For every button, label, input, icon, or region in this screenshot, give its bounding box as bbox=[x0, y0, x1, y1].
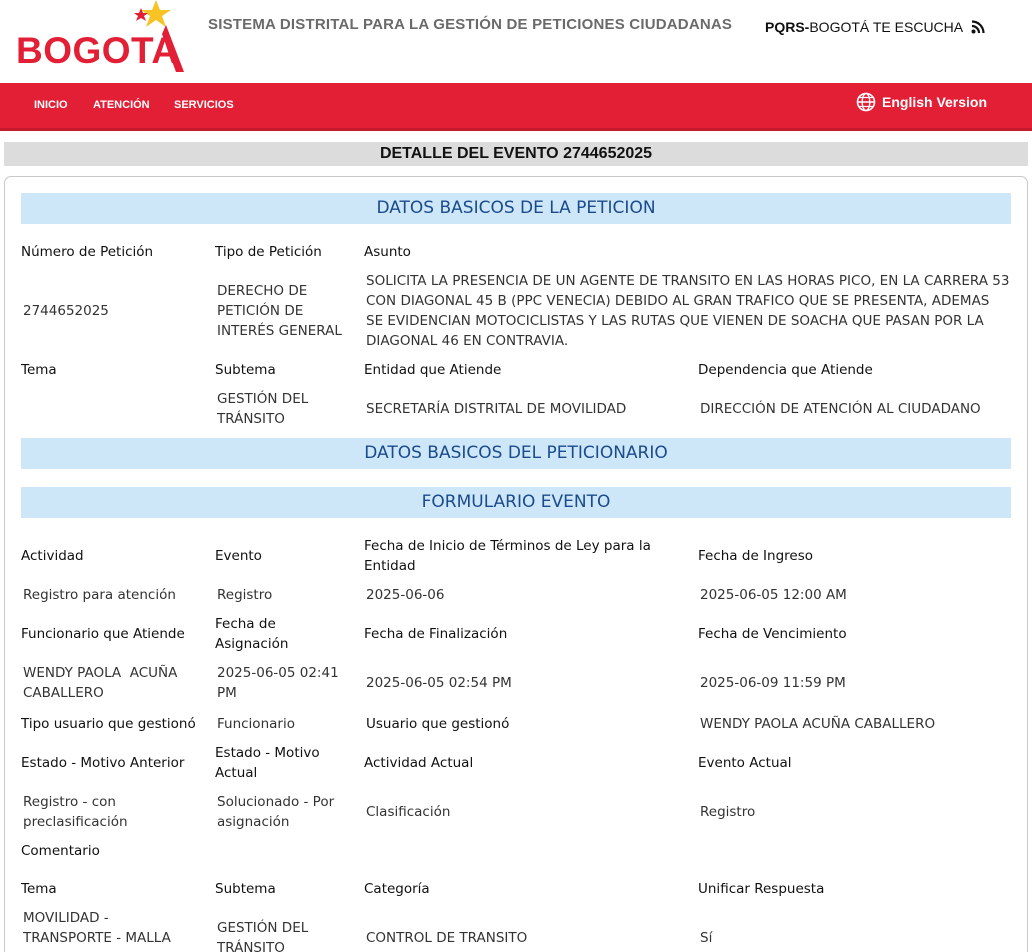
label-asunto: Asunto bbox=[364, 244, 411, 260]
value-unificar: Sí bbox=[700, 930, 713, 946]
label-usuario: Usuario que gestionó bbox=[366, 716, 510, 732]
label-tipo-usuario: Tipo usuario que gestionó bbox=[21, 716, 196, 732]
value-evento: Registro bbox=[217, 587, 273, 603]
value-funcionario: WENDY PAOLA ACUÑA CABALLERO bbox=[23, 665, 182, 701]
logo-text: BOGOTA bbox=[16, 30, 179, 71]
label-comentario: Comentario bbox=[21, 843, 100, 859]
value-tipo-peticion: DERECHO DE PETICIÓN DE INTERÉS GENERAL bbox=[217, 283, 342, 339]
english-version-link[interactable] bbox=[856, 92, 987, 112]
label-fecha-ingreso: Fecha de Ingreso bbox=[698, 548, 814, 564]
label-actividad: Actividad bbox=[21, 548, 84, 564]
globe-icon bbox=[856, 92, 876, 112]
label-estado-anterior: Estado - Motivo Anterior bbox=[21, 755, 185, 771]
value-asunto: SOLICITA LA PRESENCIA DE UN AGENTE DE TRANSITO EN LAS HORAS PICO, EN LA CARRERA 53 CON DIAGONAL 45 B (PPC VENECIA) DEBIDO AL GRAN TRAFICO QUE SE PRESENTA, ADEMAS SE EVIDENCIAN MOTOCICLISTAS Y LAS RUTAS QUE VIENEN DE SOACHA QUE PASAN POR LA DIAGONAL 46 EN CONTRAVIA. bbox=[366, 273, 1010, 349]
section-basic-petitioner: DATOS BASICOS DEL PETICIONARIO bbox=[21, 438, 1011, 469]
label-actividad-actual: Actividad Actual bbox=[364, 755, 474, 771]
pqrs-rest: BOGOTÁ TE ESCUCHA bbox=[809, 19, 964, 35]
value-fecha-finalizacion: 2025-06-05 02:54 PM bbox=[366, 675, 512, 691]
label-subtema: Subtema bbox=[215, 362, 276, 378]
english-version-label: English Version bbox=[882, 94, 988, 110]
label-tipo-peticion: Tipo de Petición bbox=[215, 244, 322, 260]
value-estado-actual: Solucionado - Por asignación bbox=[217, 794, 335, 830]
label-event-tema: Tema bbox=[21, 881, 57, 897]
value-fecha-vencimiento: 2025-06-09 11:59 PM bbox=[700, 675, 846, 691]
value-estado-anterior: Registro - con preclasificación bbox=[23, 794, 128, 830]
value-usuario: WENDY PAOLA ACUÑA CABALLERO bbox=[700, 716, 936, 732]
value-actividad: Registro para atención bbox=[23, 587, 176, 603]
value-event-tema: MOVILIDAD - TRANSPORTE - MALLA bbox=[23, 910, 171, 946]
nav-atencion[interactable]: ATENCIÓN bbox=[93, 99, 150, 111]
label-fecha-inicio: Fecha de Inicio de Términos de Ley para la Entidad bbox=[364, 538, 651, 574]
value-event-subtema: GESTIÓN DEL TRÁNSITO bbox=[217, 920, 309, 952]
value-fecha-ingreso: 2025-06-05 12:00 AM bbox=[700, 587, 847, 603]
value-entidad: SECRETARÍA DISTRITAL DE MOVILIDAD bbox=[366, 401, 627, 417]
main-nav bbox=[0, 83, 1032, 131]
label-categoria: Categoría bbox=[364, 881, 430, 897]
pqrs-link[interactable] bbox=[765, 19, 963, 35]
label-evento-actual: Evento Actual bbox=[698, 755, 792, 771]
label-unificar: Unificar Respuesta bbox=[698, 881, 825, 897]
label-numero-peticion: Número de Petición bbox=[21, 244, 154, 260]
value-fecha-inicio: 2025-06-06 bbox=[366, 587, 445, 603]
rss-icon[interactable] bbox=[971, 20, 985, 34]
value-actividad-actual: Clasificación bbox=[366, 804, 451, 820]
section-event-form: FORMULARIO EVENTO bbox=[21, 487, 1011, 518]
label-dependencia: Dependencia que Atiende bbox=[698, 362, 873, 378]
label-evento: Evento bbox=[215, 548, 262, 564]
label-fecha-vencimiento: Fecha de Vencimiento bbox=[698, 626, 847, 642]
site-header bbox=[0, 0, 1032, 83]
label-estado-actual: Estado - Motivo Actual bbox=[215, 745, 320, 781]
event-title: DETALLE DEL EVENTO 2744652025 bbox=[4, 142, 1028, 166]
label-fecha-asignacion: Fecha de Asignación bbox=[215, 616, 289, 652]
value-subtema: GESTIÓN DEL TRÁNSITO bbox=[217, 391, 309, 427]
value-dependencia: DIRECCIÓN DE ATENCIÓN AL CIUDADANO bbox=[700, 401, 981, 417]
label-fecha-finalizacion: Fecha de Finalización bbox=[364, 626, 508, 642]
nav-inicio[interactable]: INICIO bbox=[34, 99, 68, 111]
nav-servicios[interactable]: SERVICIOS bbox=[174, 99, 234, 111]
label-funcionario: Funcionario que Atiende bbox=[21, 626, 185, 642]
label-tema: Tema bbox=[21, 362, 57, 378]
value-evento-actual: Registro bbox=[700, 804, 756, 820]
section-basic-petition: DATOS BASICOS DE LA PETICION bbox=[21, 193, 1011, 224]
value-tipo-usuario: Funcionario bbox=[217, 716, 295, 732]
label-entidad: Entidad que Atiende bbox=[364, 362, 502, 378]
value-numero-peticion: 2744652025 bbox=[23, 303, 109, 319]
bogota-logo[interactable] bbox=[16, 0, 191, 76]
value-fecha-asignacion: 2025-06-05 02:41 PM bbox=[217, 665, 339, 701]
label-event-subtema: Subtema bbox=[215, 881, 276, 897]
value-categoria: CONTROL DE TRANSITO bbox=[366, 930, 528, 946]
pqrs-bold: PQRS- bbox=[765, 19, 810, 35]
system-title: SISTEMA DISTRITAL PARA LA GESTIÓN DE PETICIONES CIUDADANAS bbox=[208, 16, 733, 33]
